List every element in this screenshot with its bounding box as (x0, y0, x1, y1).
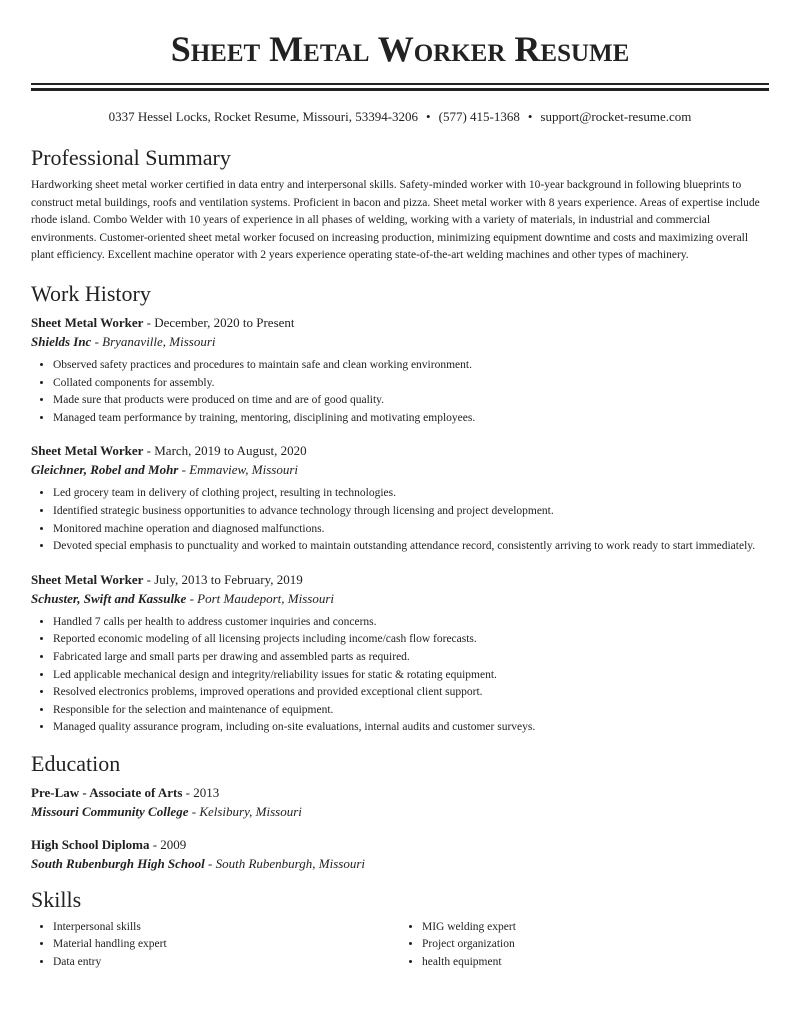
job-entry (31, 570, 769, 737)
divider (31, 88, 769, 91)
school-location: - Kelsibury, Missouri (188, 803, 302, 819)
job-bullet: • Reported economic modeling of all licensing projects including income/cash flow forecasts. (53, 631, 769, 649)
email: support@rocket-resume.com (540, 109, 692, 124)
job-title: Sheet Metal Worker (31, 571, 144, 587)
job-bullet: • Led grocery team in delivery of clothing project, resulting in technologies. (53, 485, 769, 503)
job-bullet: • Handled 7 calls per health to address customer inquiries and concerns. (53, 614, 769, 632)
contact-line (31, 109, 769, 129)
job-bullet: • Managed team performance by training, mentoring, disciplining and motivating employees. (53, 410, 769, 428)
job-bullet: • Made sure that products were produced on time and are of good quality. (53, 392, 769, 410)
skill-item: • Data entry (53, 954, 400, 972)
degree: High School Diploma (31, 836, 150, 852)
separator: • (527, 109, 533, 124)
edu-year: - 2009 (149, 836, 187, 852)
company: Schuster, Swift and Kassulke (31, 590, 187, 606)
skills-list (31, 919, 769, 972)
job-title: Sheet Metal Worker (31, 314, 144, 330)
job-bullet: • Led applicable mechanical design and integrity/reliability issues for static & rotating equipment. (53, 667, 769, 685)
job-bullet: • Monitored machine operation and diagnosed malfunctions. (53, 521, 769, 539)
job-bullet: • Collated components for assembly. (53, 375, 769, 393)
separator: • (426, 109, 431, 124)
job-bullet: • Observed safety practices and procedures to maintain safe and clean working environment. (53, 357, 769, 375)
phone: (577) 415-1368 (438, 109, 520, 124)
summary-heading: Professional Summary (31, 145, 231, 170)
degree: Pre-Law - Associate of Arts (31, 784, 183, 800)
job-dates: - December, 2020 to Present (143, 314, 295, 330)
edu-year: - 2013 (182, 784, 220, 800)
job-location: - Port Maudeport, Missouri (186, 590, 335, 606)
job-location: - Emmaview, Missouri (178, 462, 298, 478)
skill-item: • Material handling expert (53, 936, 400, 954)
skill-item: • MIG welding expert (422, 919, 769, 937)
school-location: - South Rubenburgh, Missouri (204, 855, 365, 871)
address: 0337 Hessel Locks, Rocket Resume, Missouri, 53394-3206 (108, 109, 419, 124)
job-location: - Bryanaville, Missouri (91, 333, 216, 349)
job-bullet: • Responsible for the selection and maintenance of equipment. (53, 702, 769, 720)
education-entry (31, 835, 769, 873)
education-heading: Education (31, 750, 121, 776)
company: Shields Inc (31, 333, 92, 349)
school: South Rubenburgh High School (31, 855, 205, 871)
work-heading: Work History (31, 280, 151, 306)
job-title: Sheet Metal Worker (31, 443, 144, 459)
job-bullet: • Fabricated large and small parts per drawing and assembled parts as required. (53, 649, 769, 667)
school: Missouri Community College (31, 803, 189, 819)
job-dates: - July, 2013 to February, 2019 (143, 571, 303, 587)
skills-heading: Skills (31, 886, 82, 912)
divider (31, 83, 769, 85)
job-bullet: • Managed quality assurance program, including on-site evaluations, internal audits and customer surveys. (53, 719, 769, 737)
skill-item: • Project organization (422, 936, 769, 954)
resume-title: Sheet Metal Worker Resume (170, 29, 630, 69)
skill-item: • Interpersonal skills (53, 919, 400, 937)
job-bullet: • Devoted special emphasis to punctuality and worked to maintain outstanding attendance record, consistently arriving to work ready to start immediately. (53, 538, 769, 556)
company: Gleichner, Robel and Mohr (31, 462, 179, 478)
job-entry (31, 441, 769, 555)
summary-text: Hardworking sheet metal worker certified in data entry and interpersonal skills. Safety-minded worker with 10-year background in following blueprints to construct metal buildings, roofs and ventilation systems. Proficient in bacon and pizza. Sheet metal worker with 8 years experience. Areas of expertise include rhode island. Combo Welder with 10 years of experience in all phases of welding, working with a variety of materials, in industrial and commercial environments. Customer-oriented sheet metal worker focused on increasing production, minimizing equipment downtime and costs and maximizing overall plant efficiency. Excellent machine operator with 2 years experience operating state-of-the-art welding machines and other types of machinery. (31, 179, 760, 262)
education-entry (31, 783, 769, 821)
job-bullet: • Identified strategic business opportunities to advance technology through licensing and project development. (53, 503, 769, 521)
job-entry (31, 313, 769, 427)
job-bullet: • Resolved electronics problems, improved operations and provided exceptional client support. (53, 684, 769, 702)
job-dates: - March, 2019 to August, 2020 (143, 443, 307, 459)
skill-item: • health equipment (422, 954, 769, 972)
